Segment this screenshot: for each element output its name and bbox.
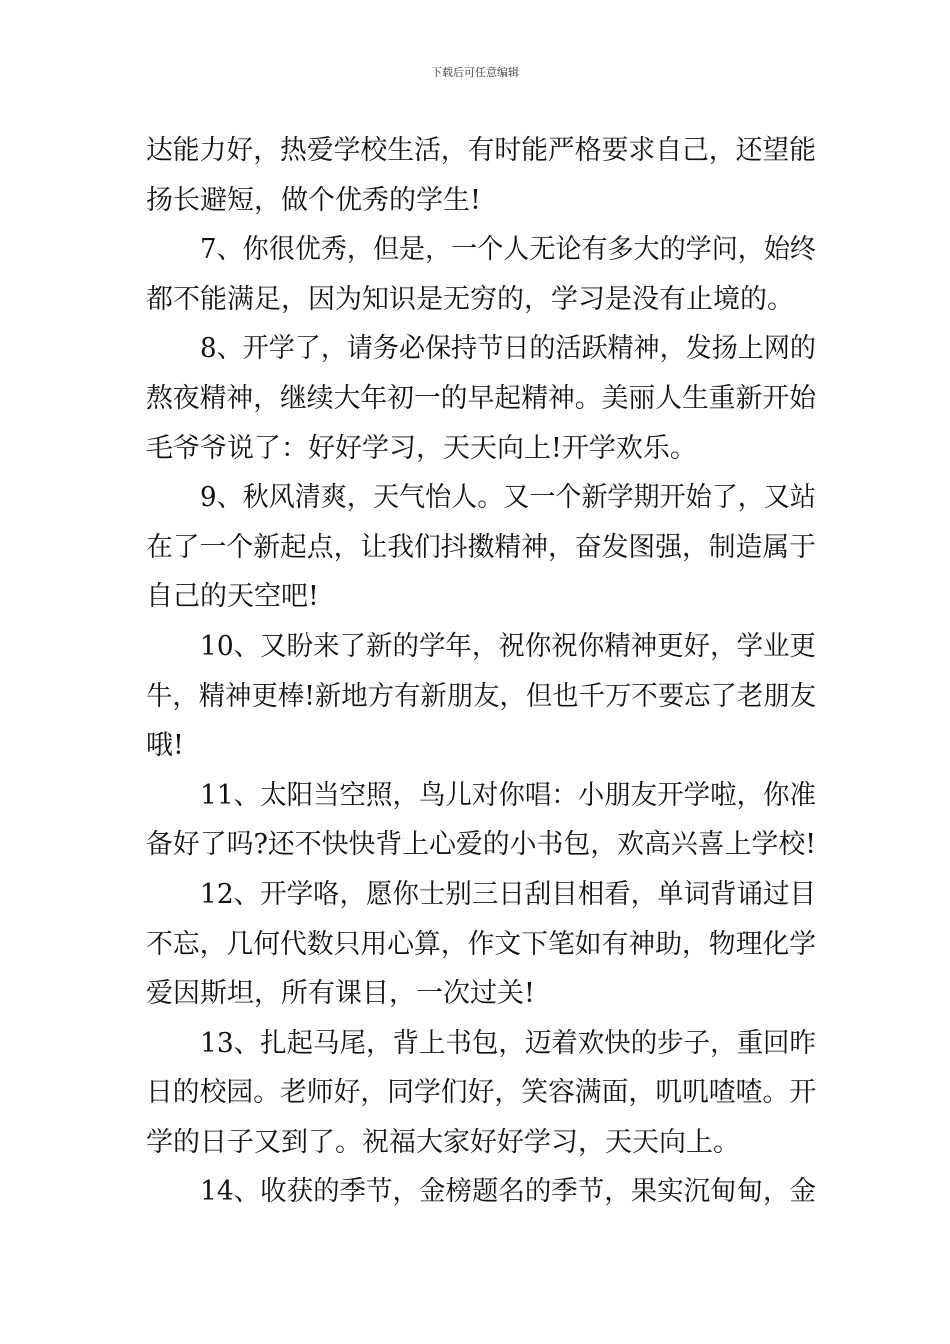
text-line: 不忘，几何代数只用心算，作文下笔如有神助，物理化学: [146, 928, 816, 960]
text-line: 8、开学了，请务必保持节日的活跃精神，发扬上网的: [200, 333, 816, 365]
text-line: 12、开学咯，愿你士别三日刮目相看，单词背诵过目: [200, 878, 816, 910]
text-line: 熬夜精神，继续大年初一的早起精神。美丽人生重新开始: [146, 382, 816, 414]
text-line: 爱因斯坦，所有课目，一次过关!: [146, 978, 535, 1010]
text-line: 7、你很优秀，但是，一个人无论有多大的学问，始终: [200, 234, 816, 266]
text-line: 14、收获的季节，金榜题名的季节，果实沉甸甸，金: [200, 1176, 816, 1208]
text-line: 备好了吗?还不快快背上心爱的小书包，欢高兴喜上学校!: [146, 829, 816, 861]
text-line: 9、秋风清爽，天气怡人。又一个新学期开始了，又站: [200, 482, 816, 514]
text-line: 日的校园。老师好，同学们好，笑容满面，叽叽喳喳。开: [146, 1077, 816, 1109]
text-line: 10、又盼来了新的学年，祝你祝你精神更好，学业更: [200, 630, 816, 662]
document-body: [146, 126, 816, 1217]
text-line: 都不能满足，因为知识是无穷的，学习是没有止境的。: [146, 283, 794, 315]
text-line: 学的日子又到了。祝福大家好好学习，天天向上。: [146, 1126, 740, 1158]
text-line: 11、太阳当空照，鸟儿对你唱：小朋友开学啦，你准: [200, 779, 816, 811]
text-line: 毛爷爷说了：好好学习，天天向上!开学欢乐。: [146, 432, 697, 464]
text-line: 13、扎起马尾，背上书包，迈着欢快的步子，重回昨: [200, 1027, 816, 1059]
text-line: 哦!: [146, 730, 184, 762]
page-header: 下载后可任意编辑: [431, 66, 519, 79]
text-line: 达能力好，热爱学校生活，有时能严格要求自己，还望能: [146, 135, 816, 166]
text-line: 在了一个新起点，让我们抖擞精神，奋发图强，制造属于: [146, 531, 816, 563]
text-line: 扬长避短，做个优秀的学生!: [146, 184, 481, 216]
text-line: 自己的天空吧!: [146, 581, 319, 613]
text-line: 牛，精神更棒!新地方有新朋友，但也千万不要忘了老朋友: [146, 680, 816, 712]
